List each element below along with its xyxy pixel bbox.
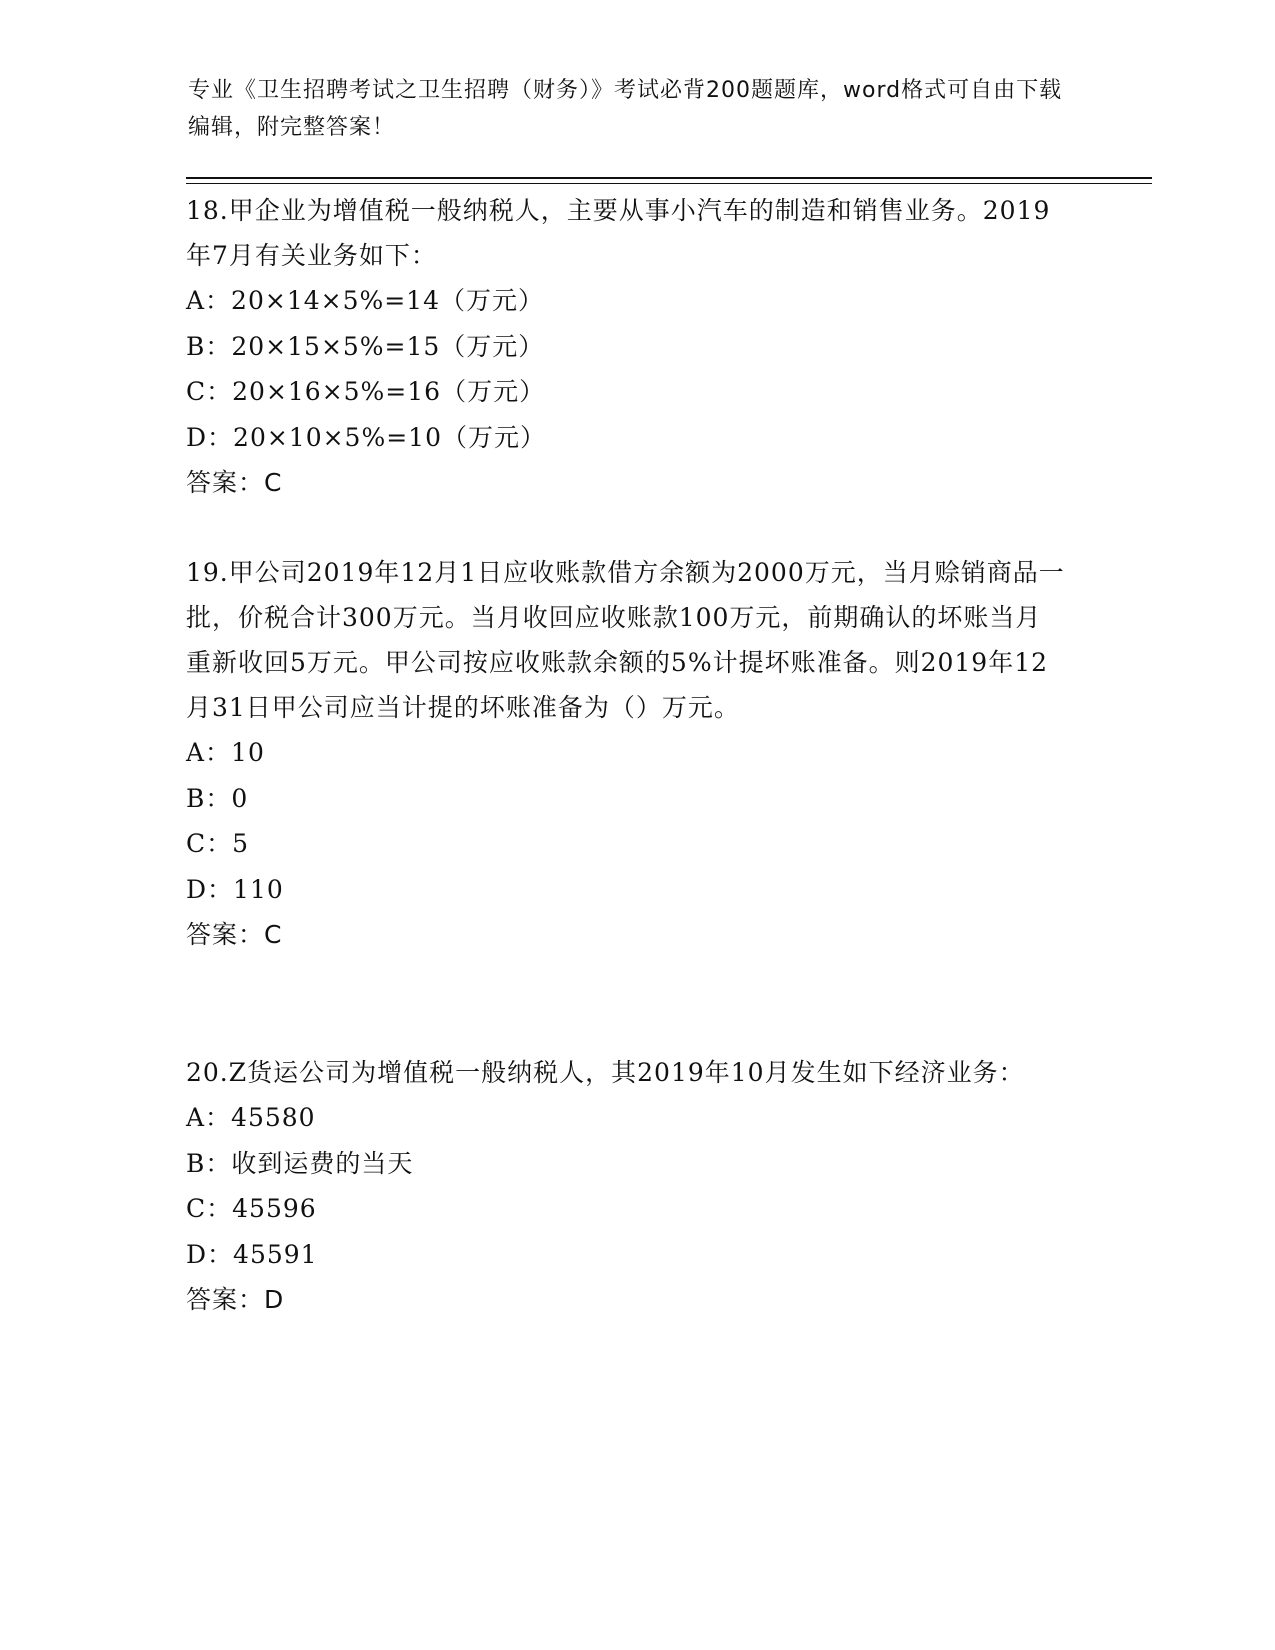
answer-line: 答案：D xyxy=(186,1285,285,1314)
option-c: C：5 xyxy=(186,829,250,858)
option-c: C：45596 xyxy=(186,1194,317,1223)
question-stem: 18.甲企业为增值税一般纳税人，主要从事小汽车的制造和销售业务。2019年7月有关业务如下： xyxy=(186,196,1051,270)
document-header xyxy=(188,72,1068,146)
option-b: B：0 xyxy=(186,783,249,813)
option-a: A：45580 xyxy=(186,1103,316,1132)
question-stem: 19.甲公司2019年12月1日应收账款借方余额为2000万元，当月赊销商品一批，价税合计300万元。当月收回应收账款100万元，前期确认的坏账当月重新收回5万元。甲公司按应收账款余额的5%计提坏账准备。则2019年12月31日甲公司应当计提的坏账准备为（）万元。 xyxy=(186,558,1065,722)
option-a: A：10 xyxy=(186,738,265,767)
answer-line: 答案：C xyxy=(186,468,283,497)
question-stem: 20.Z货运公司为增值税一般纳税人，其2019年10月发生如下经济业务： xyxy=(186,1058,1025,1087)
option-b: B：收到运费的当天 xyxy=(186,1148,414,1178)
option-c: C：20×16×5%=16（万元） xyxy=(186,377,546,406)
option-d: D：45591 xyxy=(186,1239,318,1269)
option-d: D：110 xyxy=(186,874,284,904)
option-a: A：20×14×5%=14（万元） xyxy=(186,286,544,315)
question-20 xyxy=(186,1050,1066,1322)
question-19 xyxy=(186,550,1066,957)
option-d: D：20×10×5%=10（万元） xyxy=(186,422,546,452)
question-18 xyxy=(186,188,1066,505)
option-b: B：20×15×5%=15（万元） xyxy=(186,331,545,361)
answer-line: 答案：C xyxy=(186,920,283,949)
header-text: 专业《卫生招聘考试之卫生招聘（财务）》考试必背200题题库，word格式可自由下载编辑，附完整答案！ xyxy=(188,78,1063,140)
header-divider-thick xyxy=(186,177,1152,179)
header-divider-thin xyxy=(186,183,1152,184)
